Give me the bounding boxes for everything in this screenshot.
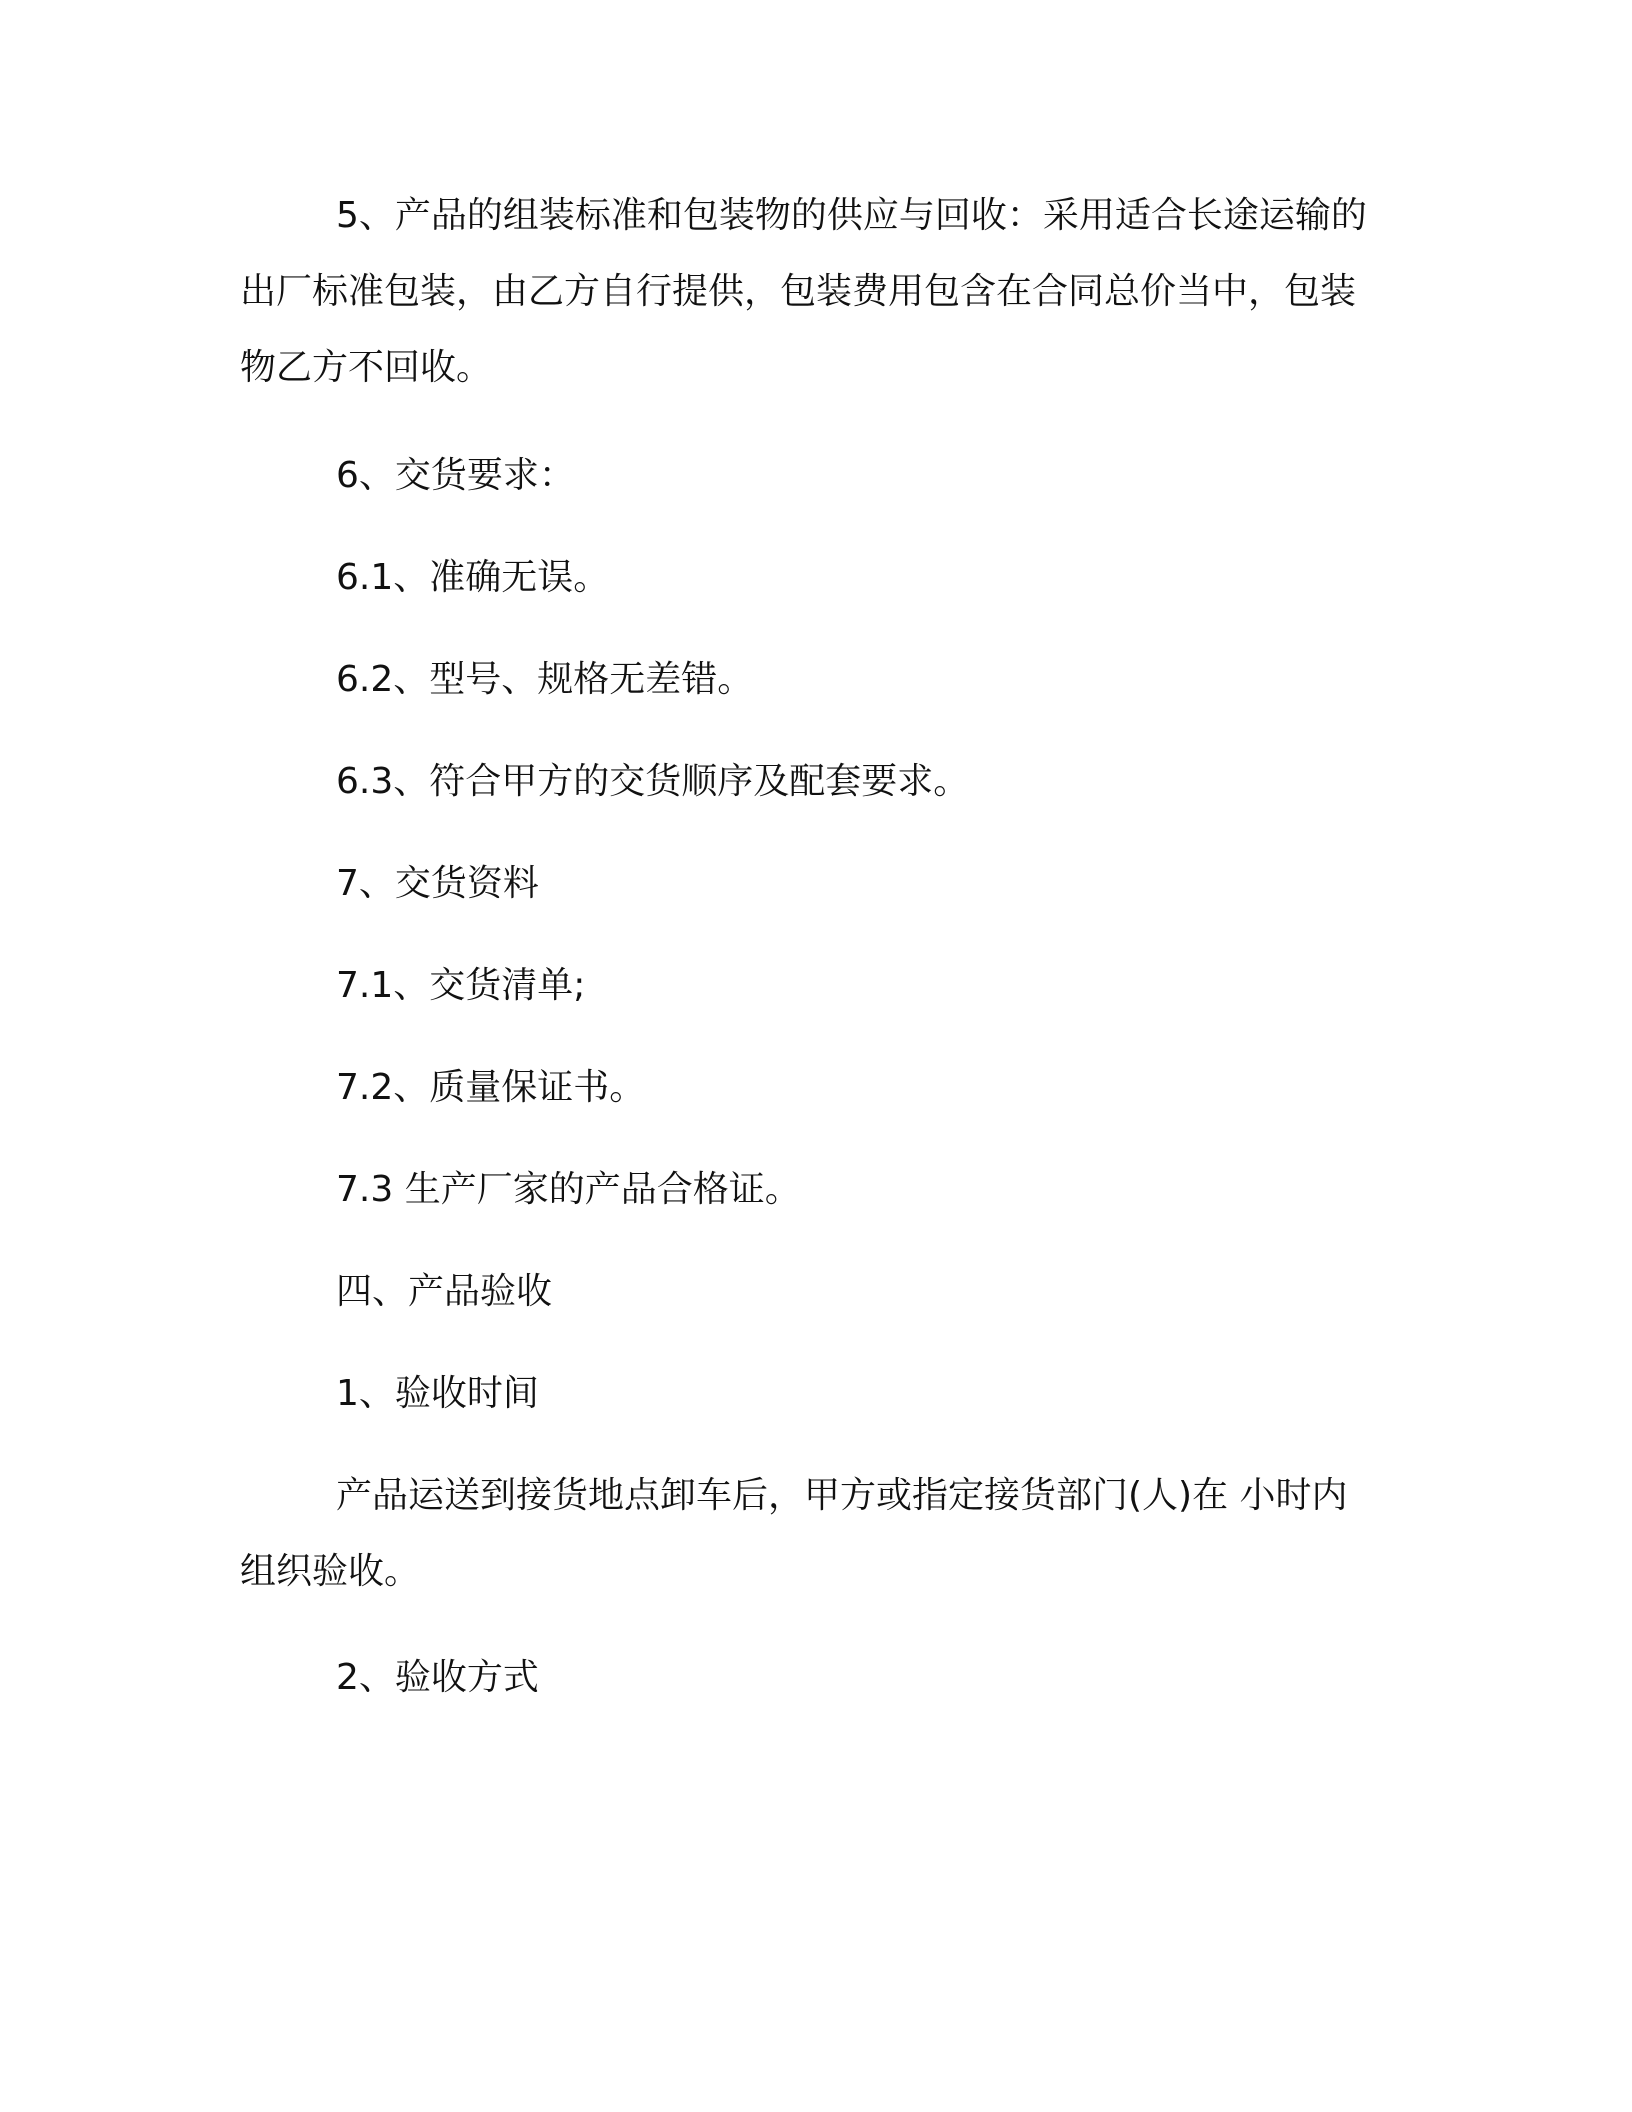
- item-7-1: 7.1、交货清单;: [336, 965, 586, 1006]
- item-7-3: 7.3 生产厂家的产品合格证。: [336, 1169, 801, 1210]
- heading-acceptance-time: 1、验收时间: [336, 1373, 539, 1414]
- heading-acceptance-method: 2、验收方式: [336, 1657, 539, 1698]
- item-6-1: 6.1、准确无误。: [336, 557, 610, 598]
- paragraph-acceptance-time: 产品运送到接货地点卸车后，甲方或指定接货部门(人)在 小时内组织验收。: [240, 1475, 1348, 1592]
- item-6-2: 6.2、型号、规格无差错。: [336, 659, 754, 700]
- heading-product-acceptance: 四、产品验收: [336, 1271, 553, 1312]
- paragraph-packaging: 5、产品的组装标准和包装物的供应与回收：采用适合长途运输的出厂标准包装，由乙方自行提供，包装费用包含在合同总价当中，包装物乙方不回收。: [240, 195, 1367, 388]
- heading-delivery-documents: 7、交货资料: [336, 863, 539, 904]
- item-6-3: 6.3、符合甲方的交货顺序及配套要求。: [336, 761, 970, 802]
- heading-delivery-requirements: 6、交货要求：: [336, 455, 575, 496]
- item-7-2: 7.2、质量保证书。: [336, 1067, 646, 1108]
